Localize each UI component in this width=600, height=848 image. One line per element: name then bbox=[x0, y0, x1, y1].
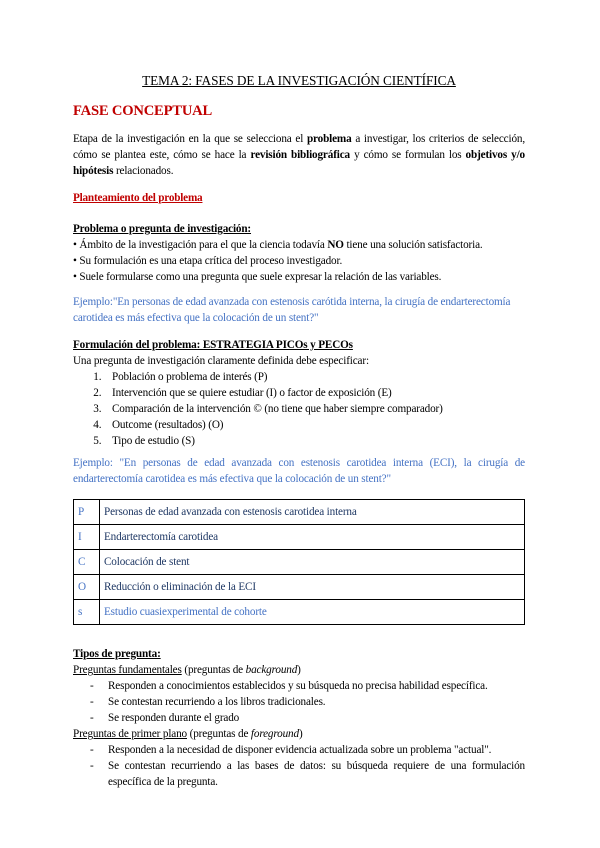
paren-text: (preguntas de bbox=[181, 664, 246, 676]
pico-table bbox=[73, 499, 525, 625]
list-item: 4. Outcome (resultados) (O) bbox=[104, 417, 525, 433]
table-row bbox=[74, 500, 525, 525]
problema-heading: Problema o pregunta de investigación: bbox=[73, 223, 252, 235]
primer-plano-title: Preguntas de primer plano bbox=[73, 728, 187, 740]
list-item: 2. Intervención que se quiere estudiar (I) o factor de exposición (E) bbox=[104, 385, 525, 401]
tipos-heading: Tipos de pregunta: bbox=[73, 648, 161, 660]
table-value: Colocación de stent bbox=[100, 550, 525, 575]
intro-text: Etapa de la investigación en la que se selecciona el bbox=[73, 133, 307, 145]
section-heading-fase-conceptual: FASE CONCEPTUAL bbox=[73, 103, 213, 119]
table-value: Endarterectomía carotidea bbox=[100, 525, 525, 550]
paren-text: ) bbox=[298, 728, 303, 740]
formulacion-heading: Formulación del problema: ESTRATEGIA PICOs y PECOs bbox=[73, 339, 353, 351]
bullet-item: • Su formulación es una etapa crítica del proceso investigador. bbox=[73, 255, 343, 267]
paren-italic: background bbox=[245, 664, 298, 676]
example-1: Ejemplo:"En personas de edad avanzada con estenosis carótida interna, la cirugía de endarterectomía carotidea es más efectiva que la colocación de un stent?" bbox=[73, 296, 511, 324]
fundamentales-heading bbox=[73, 662, 525, 678]
table-key: s bbox=[74, 600, 100, 625]
primer-plano-heading bbox=[73, 726, 525, 742]
list-item: 5. Tipo de estudio (S) bbox=[104, 433, 525, 449]
table-row bbox=[74, 525, 525, 550]
intro-bold-problema: problema bbox=[306, 133, 352, 145]
bullet-bold-no: NO bbox=[327, 239, 344, 251]
table-value: Personas de edad avanzada con estenosis carotidea interna bbox=[100, 500, 525, 525]
list-item: - Se responden durante el grado bbox=[73, 710, 525, 726]
fundamentales-list bbox=[73, 678, 525, 726]
paren-text: ) bbox=[297, 664, 301, 676]
bullet-item: • Suele formularse como una pregunta que suele expresar la relación de las variables. bbox=[73, 271, 442, 283]
intro-text: a investigar, los criterios de selección, cómo se plantea este, cómo se hace la bbox=[73, 133, 525, 161]
list-item: - Se contestan recurriendo a las bases de datos: su búsqueda requiere de una formulación específica de la pregunta. bbox=[73, 758, 525, 790]
page-title: TEMA 2: FASES DE LA INVESTIGACIÓN CIENTÍFICA bbox=[142, 73, 456, 88]
table-value: Estudio cuasiexperimental de cohorte bbox=[100, 600, 525, 625]
fundamentales-title: Preguntas fundamentales bbox=[73, 664, 182, 676]
intro-bold-revision: revisión bibliográfica bbox=[250, 149, 350, 161]
intro-text: y cómo se formulan los bbox=[350, 149, 466, 161]
example-2: Ejemplo: "En personas de edad avanzada con estenosis carotidea interna (ECI), la cirugía de endarterectomía carotidea es más efectiva que la colocación de un stent?" bbox=[73, 457, 525, 485]
primer-plano-list bbox=[73, 742, 525, 790]
list-item: 1. Población o problema de interés (P) bbox=[104, 369, 525, 385]
table-row bbox=[74, 575, 525, 600]
intro-bold-objetivos: objetivos y/o hipótesis bbox=[73, 149, 525, 177]
paren-italic: foreground bbox=[250, 728, 299, 740]
formulacion-block bbox=[73, 337, 525, 449]
bullet-text: tiene una solución satisfactoria. bbox=[343, 239, 483, 251]
table-key: C bbox=[74, 550, 100, 575]
table-key: P bbox=[74, 500, 100, 525]
intro-paragraph bbox=[73, 131, 525, 179]
paren-text: (preguntas de bbox=[187, 728, 251, 740]
table-row bbox=[74, 550, 525, 575]
problema-block bbox=[73, 221, 525, 285]
formulacion-intro: Una pregunta de investigación claramente definida debe especificar: bbox=[73, 355, 369, 367]
intro-text: relacionados. bbox=[113, 165, 174, 177]
tipos-block bbox=[73, 646, 525, 790]
list-item: 3. Comparación de la intervención © (no tiene que haber siempre comparador) bbox=[104, 401, 525, 417]
bullet-item bbox=[73, 237, 525, 253]
subsection-heading-planteamiento: Planteamiento del problema bbox=[73, 192, 203, 204]
table-row bbox=[74, 600, 525, 625]
pico-list bbox=[73, 369, 525, 449]
list-item: - Se contestan recurriendo a los libros tradicionales. bbox=[73, 694, 525, 710]
table-key: O bbox=[74, 575, 100, 600]
list-item: - Responden a conocimientos establecidos y su búsqueda no precisa habilidad específica. bbox=[73, 678, 525, 694]
table-value: Reducción o eliminación de la ECI bbox=[100, 575, 525, 600]
bullet-text: • Ámbito de la investigación para el que la ciencia todavía bbox=[73, 239, 328, 251]
table-key: I bbox=[74, 525, 100, 550]
list-item: - Responden a la necesidad de disponer evidencia actualizada sobre un problema "actual". bbox=[73, 742, 525, 758]
